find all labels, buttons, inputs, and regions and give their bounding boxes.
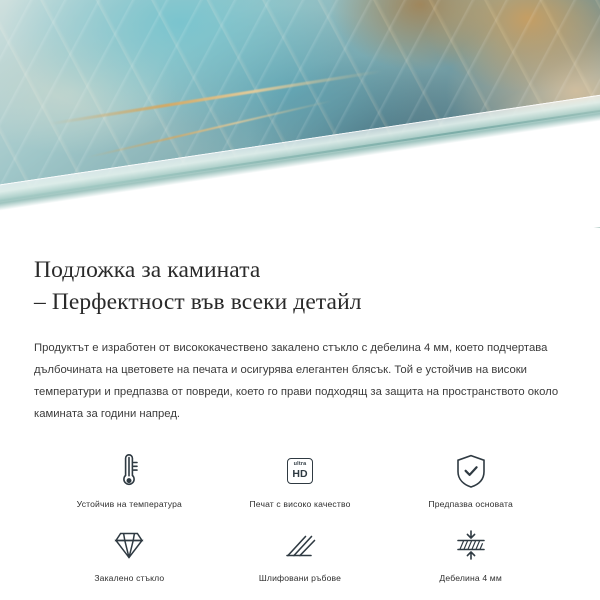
- badge-top-text: ultra: [293, 461, 307, 468]
- thickness-arrows-icon: [454, 523, 488, 567]
- polished-edges-icon: [284, 523, 316, 567]
- feature-label: Предпазва основата: [428, 498, 513, 509]
- page-title-line-1: Подложка за камината: [34, 257, 261, 283]
- page-title-line-2: – Перфектност във всеки детайл: [34, 289, 362, 316]
- feature-label: Закалено стъкло: [94, 572, 165, 583]
- feature-item-tempered-glass: [44, 519, 215, 585]
- hero-image: [0, 0, 600, 228]
- page-title: [34, 254, 566, 319]
- feature-item-polished-edges: [215, 519, 386, 585]
- feature-item-protects-base: [385, 445, 556, 511]
- feature-grid: [34, 445, 566, 585]
- shield-check-icon: [455, 449, 487, 493]
- content-area: [0, 228, 600, 585]
- feature-item-thickness: [385, 519, 556, 585]
- feature-label: Шлифовани ръбове: [258, 572, 342, 583]
- badge-bottom-text: HD: [292, 467, 308, 480]
- feature-label: Дебелина 4 мм: [439, 572, 502, 583]
- feature-item-temperature: [44, 445, 215, 511]
- thermometer-icon: [116, 449, 142, 493]
- diamond-icon: [112, 523, 146, 567]
- feature-item-print-quality: [215, 445, 386, 511]
- feature-label: Устойчив на температура: [76, 498, 182, 509]
- description-paragraph: Продуктът е изработен от висококачествено закалено стъкло с дебелина 4 мм, което подчертава дълбочината на цветовете на печата и осигурява елегантен блясък. Той е устойчив на високи температури и предпазва от повреди, което го прави подходящ за защита на пространството около камината за години напред.: [34, 341, 559, 420]
- ultra-hd-badge-icon: [287, 449, 313, 493]
- feature-label: Печат с високо качество: [249, 498, 351, 509]
